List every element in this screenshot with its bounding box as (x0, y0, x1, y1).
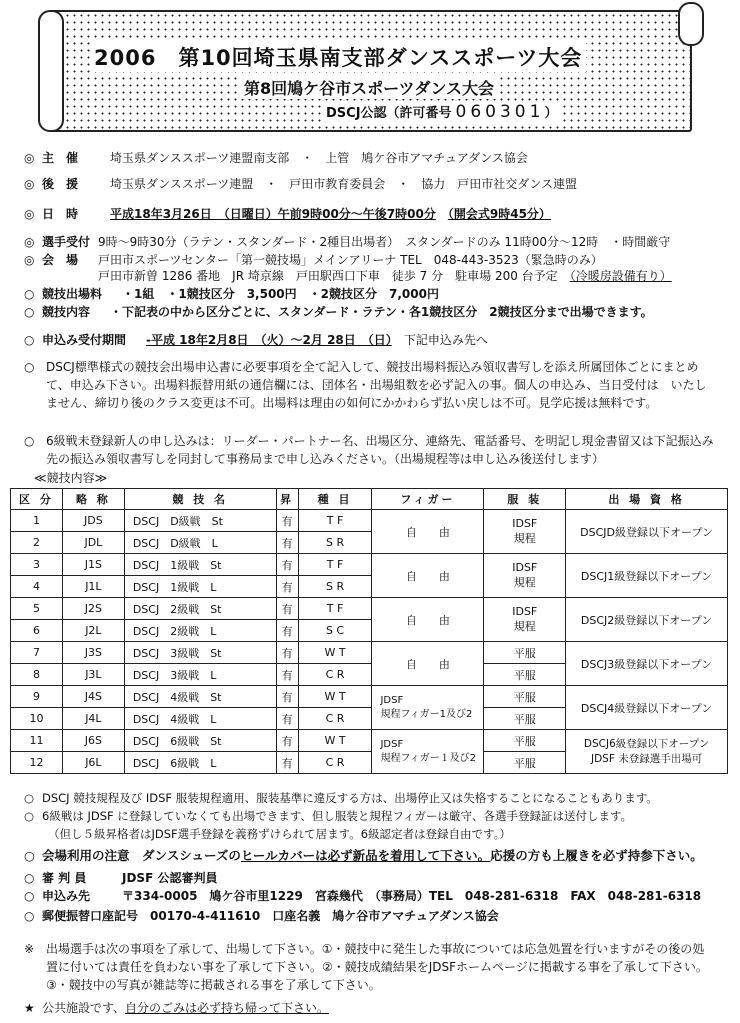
venue-usage-emphasis: ヒールカバーは必ず新品を着用して下さい。 (240, 848, 491, 863)
bullet-mark: ○ (24, 305, 35, 319)
col-header: 服 装 (484, 489, 566, 510)
footer-trash (24, 1000, 724, 1016)
cell-event: S R (298, 532, 372, 554)
cell-no: 11 (11, 730, 63, 752)
cell-no: 7 (11, 642, 63, 664)
cell-dress (484, 598, 566, 642)
cell-abbr: J3S (62, 642, 124, 664)
cell-up: 有 (276, 598, 298, 620)
bullet-mark: ○ (24, 889, 35, 903)
dress-rule: 規程 (513, 576, 536, 589)
cell-figure (372, 730, 484, 774)
cell-event: T F (298, 510, 372, 532)
cell-abbr: J6S (62, 730, 124, 752)
bullet-mark: ○ (24, 333, 35, 347)
venue-aircon-note: （冷暖房設備有り） (569, 269, 672, 283)
postal-account-label: 郵便振替口座記号 (42, 909, 139, 923)
cell-event: W T (298, 642, 372, 664)
cell-dress: 平服 (484, 730, 566, 752)
col-header: 昇 (276, 489, 298, 510)
sponsor-text: 埼玉県ダンススポーツ連盟 ・ 戸田市教育委員会 ・ 協力 戸田市社交ダンス連盟 (110, 177, 578, 191)
venue-row (24, 252, 724, 268)
table-row (11, 730, 728, 752)
cell-figure: 自 由 (372, 598, 484, 642)
event-subtitle: 第8回鳩ケ谷市スポーツダンス大会 (240, 76, 498, 99)
banner-scroll-right (678, 2, 704, 46)
cell-name: DSCJ D級戦 L (124, 532, 276, 554)
cell-figure (372, 686, 484, 730)
cell-no: 10 (11, 708, 63, 730)
col-header: 略 称 (62, 489, 124, 510)
cell-qualification: DSCJD級登録以下オープン (566, 510, 728, 554)
cell-name: DSCJ 3級戦 St (124, 642, 276, 664)
cell-event: W T (298, 730, 372, 752)
note-text: DSCJ 競技規程及び IDSF 服装規程適用、服装基準に違反する方は、出場停止又は失格することになることもあります。 (42, 791, 658, 805)
table-row (11, 554, 728, 576)
cell-no: 6 (11, 620, 63, 642)
cell-event: W T (298, 686, 372, 708)
cell-qualification: DSCJ3級登録以下オープン (566, 642, 728, 686)
cell-up: 有 (276, 664, 298, 686)
cell-up: 有 (276, 576, 298, 598)
cell-figure: 自 由 (372, 510, 484, 554)
cell-event: C R (298, 752, 372, 774)
cell-name: DSCJ 4級戦 St (124, 686, 276, 708)
bullet-mark: ◎ (24, 235, 35, 249)
cell-dress: 平服 (484, 686, 566, 708)
dress-idsf: IDSF (512, 517, 538, 530)
cell-dress: 平服 (484, 708, 566, 730)
bullet-mark: ○ (24, 871, 35, 885)
application-paragraph (24, 358, 714, 412)
datetime-row (24, 206, 724, 222)
fee-row (24, 286, 724, 302)
cell-no: 9 (11, 686, 63, 708)
entry-period-row (24, 332, 724, 348)
permit-number: 060301 (455, 102, 545, 122)
note-grade6 (24, 808, 724, 824)
dress-idsf: IDSF (512, 561, 538, 574)
col-header: 競 技 名 (124, 489, 276, 510)
table-row (11, 686, 728, 708)
cell-dress (484, 510, 566, 554)
cell-abbr: J6L (62, 752, 124, 774)
cell-dress (484, 554, 566, 598)
dscj-label: DSCJ公認（許可番号 (326, 106, 452, 121)
bullet-mark: ○ (24, 287, 35, 301)
figure-jdsf-rule: 規程フィガー1及び2 (380, 708, 473, 720)
banner-scroll-left (38, 10, 64, 132)
cell-no: 5 (11, 598, 63, 620)
cell-name: DSCJ 6級戦 St (124, 730, 276, 752)
permit-close: ） (544, 106, 558, 121)
venue-line2: 戸田市新曽 1286 番地 JR 埼京線 戸田駅西口下車 徒歩 7 分 駐車場 200 台予定 (98, 269, 558, 283)
cell-figure: 自 由 (372, 554, 484, 598)
cell-up: 有 (276, 752, 298, 774)
organizer-text: 埼玉県ダンススポーツ連盟南支部 ・ 上管 鳩ケ谷市アマチュアダンス協会 (110, 151, 528, 165)
cell-no: 2 (11, 532, 63, 554)
event-title: 2006 第10回埼玉県南支部ダンススポーツ大会 (90, 42, 586, 72)
datetime-label: 日 時 (42, 207, 79, 221)
cell-up: 有 (276, 708, 298, 730)
cell-abbr: J1S (62, 554, 124, 576)
table-caption: ≪競技内容≫ (34, 471, 108, 485)
qualification-6b: JDSF 未登録選手出場可 (590, 752, 703, 765)
note-apply-to (24, 888, 724, 904)
cell-abbr: J2S (62, 598, 124, 620)
star-mark: ★ (24, 1001, 35, 1015)
cell-dress: 平服 (484, 642, 566, 664)
entry-period-label: 申込み受付期間 (42, 333, 127, 347)
contents-label: 競技内容 (42, 305, 91, 319)
entry-period-text: -平成 18年2月8日 （火）～2月 28日 （日） (146, 333, 392, 347)
cell-name: DSCJ 2級戦 St (124, 598, 276, 620)
cell-name: DSCJ D級戦 St (124, 510, 276, 532)
newcomer-paragraph (24, 432, 714, 468)
bullet-mark: ◎ (24, 177, 35, 191)
bullet-mark: ○ (24, 791, 35, 805)
cell-qualification (566, 730, 728, 774)
note-mark: ※ (24, 942, 35, 956)
bullet-mark: ◎ (24, 207, 35, 221)
postal-account-text: 00170-4-411610 口座名義 鳩ケ谷市アマチュアダンス協会 (150, 909, 499, 923)
cell-name: DSCJ 2級戦 L (124, 620, 276, 642)
col-header: フィガー (372, 489, 484, 510)
cell-no: 4 (11, 576, 63, 598)
reception-label: 選手受付 (42, 235, 91, 249)
dscj-permit (322, 102, 561, 122)
figure-jdsf: JDSF (380, 694, 404, 706)
competition-table (10, 488, 728, 774)
bullet-mark: ○ (24, 434, 35, 448)
cell-no: 3 (11, 554, 63, 576)
col-header: 出 場 資 格 (566, 489, 728, 510)
title-banner (48, 10, 692, 132)
cell-figure: 自 由 (372, 642, 484, 686)
organizer-label: 主 催 (42, 151, 79, 165)
table-row (11, 598, 728, 620)
organizer-row (24, 150, 724, 166)
application-text: DSCJ標準様式の競技会出場申込書に必要事項を全て記入して、競技出場料振込み領収書写しを添え所属団体ごとにまとめて、申込み下さい。出場料振替用紙の通信欄には、団体名・出場組数を必ず記入の事。個人の申込み、当日受付は いたしません、締切り後のクラス変更は不可。出場料は理由の如何にかかわらず払い戻しは不可。見学応援は無料です。 (46, 360, 707, 410)
cell-event: S R (298, 576, 372, 598)
reception-text: 9時～9時30分（ラテン・スタンダード・2種目出場者） スタンダードのみ 11時00分～12時 ・時間厳守 (98, 235, 671, 249)
venue-usage-label: 会場利用の注意 (42, 848, 130, 863)
cell-qualification: DSCJ1級登録以下オープン (566, 554, 728, 598)
cell-name: DSCJ 6級戦 L (124, 752, 276, 774)
apply-to-label: 申込み先 (42, 889, 91, 903)
opening-time: （開会式9時45分） (447, 207, 551, 221)
bullet-mark: ◎ (24, 151, 35, 165)
note-grade5: （但し５級昇格者はJDSF選手登録を義務ずけられて居ます。6級認定者は登録自由です。） (48, 827, 511, 841)
cell-qualification: DSCJ4級登録以下オープン (566, 686, 728, 730)
cell-abbr: J1L (62, 576, 124, 598)
table-row (11, 642, 728, 664)
dress-rule: 規程 (513, 620, 536, 633)
cell-name: DSCJ 3級戦 L (124, 664, 276, 686)
qualification-6a: DSCJ6級登録以下オープン (583, 737, 710, 750)
apply-to-text: 〒334-0005 鳩ケ谷市里1229 宮森幾代 （事務局）TEL 048-281-6318 FAX 048-281-6318 (122, 889, 702, 903)
figure-jdsf-rule: 規程フィガー１及び2 (380, 752, 477, 764)
cell-abbr: J2L (62, 620, 124, 642)
cell-event: S C (298, 620, 372, 642)
cell-event: T F (298, 554, 372, 576)
cell-up: 有 (276, 532, 298, 554)
cell-qualification: DSCJ2級登録以下オープン (566, 598, 728, 642)
cell-abbr: J3L (62, 664, 124, 686)
cell-event: C R (298, 708, 372, 730)
note-postal-account (24, 908, 724, 924)
cell-no: 12 (11, 752, 63, 774)
fee-label: 競技出場料 (42, 287, 103, 301)
cell-abbr: J4L (62, 708, 124, 730)
note-venue-usage (24, 848, 724, 864)
dress-idsf: IDSF (512, 605, 538, 618)
bullet-mark: ○ (24, 909, 35, 923)
cell-abbr: JDS (62, 510, 124, 532)
fee-text: ・1組 ・1競技区分 3,500円 ・2競技区分 7,000円 (122, 287, 439, 301)
judges-label: 審 判 員 (42, 871, 87, 885)
bullet-mark: ○ (24, 809, 35, 823)
note-text: 6級戦は JDSF に登録していなくても出場できます、但し服装と規程フィガーは厳守、各選手登録証は送付します。 (42, 809, 633, 823)
cell-dress: 平服 (484, 664, 566, 686)
table-header-row (11, 489, 728, 510)
cell-name: DSCJ 4級戦 L (124, 708, 276, 730)
bullet-mark: ○ (24, 848, 35, 863)
cell-name: DSCJ 1級戦 L (124, 576, 276, 598)
cell-event: T F (298, 598, 372, 620)
cell-name: DSCJ 1級戦 St (124, 554, 276, 576)
trash-pre: 公共施設です、 (42, 1001, 126, 1015)
venue-label: 会 場 (42, 253, 79, 267)
sponsor-row (24, 176, 724, 192)
cell-no: 8 (11, 664, 63, 686)
cell-dress: 平服 (484, 752, 566, 774)
col-header: 区 分 (11, 489, 63, 510)
sponsor-label: 後 援 (42, 177, 79, 191)
judges-text: JDSF 公認審判員 (122, 871, 218, 885)
dress-rule: 規程 (513, 532, 536, 545)
cell-abbr: J4S (62, 686, 124, 708)
venue-line1: 戸田市スポーツセンター「第一競技場」メインアリーナ TEL 048-443-3523（緊急時のみ） (98, 253, 603, 267)
cell-up: 有 (276, 686, 298, 708)
bullet-mark: ◎ (24, 253, 35, 267)
cell-no: 1 (11, 510, 63, 532)
venue-line2-row (98, 268, 718, 284)
cell-up: 有 (276, 620, 298, 642)
datetime-text: 平成18年3月26日 （日曜日）午前9時00分～午後7時00分 (110, 207, 436, 221)
bullet-mark: ○ (24, 360, 35, 374)
contents-text: ・下記表の中から区分ごとに、スタンダード・ラテン・各1競技区分 2競技区分まで出場できます。 (110, 305, 653, 319)
cell-up: 有 (276, 730, 298, 752)
venue-usage-post: 応援の方も上履きを必ず持参下さい。 (490, 848, 703, 863)
note-judges (24, 870, 724, 886)
entry-period-note: 下記申込み先へ (403, 333, 488, 347)
table-row (11, 510, 728, 532)
disclaimer-text: 出場選手は次の事項を了承して、出場して下さい。①・競技中に発生した事故については応急処置を行いますがその後の処置に付いては責任を負わない事を了承して下さい。②・競技成績結果をJDSFホームページに掲載する事を了承して下さい。③・競技中の写真が雑誌等に掲載される事を了承して下さい。 (46, 942, 708, 992)
figure-jdsf: JDSF (380, 738, 404, 750)
newcomer-text: 6級戦未登録新人の申し込みは：リーダー・パートナー名、出場区分、連絡先、電話番号、を明記し現金書留又は下記振込み先の振込み領収書写しを同封して事務局まで申し込みください。（出場規程等は申し込み後送付します） (46, 434, 714, 466)
reception-row (24, 234, 724, 250)
contents-row (24, 304, 724, 320)
cell-up: 有 (276, 554, 298, 576)
cell-up: 有 (276, 510, 298, 532)
trash-emphasis: 自分のごみは必ず持ち帰って下さい。 (125, 1001, 330, 1015)
cell-up: 有 (276, 642, 298, 664)
col-header: 種 目 (298, 489, 372, 510)
venue-usage-pre: ダンスシューズの (142, 848, 241, 863)
cell-abbr: JDL (62, 532, 124, 554)
cell-event: C R (298, 664, 372, 686)
note-dress-rules (24, 790, 724, 806)
footer-disclaimer (24, 940, 714, 994)
